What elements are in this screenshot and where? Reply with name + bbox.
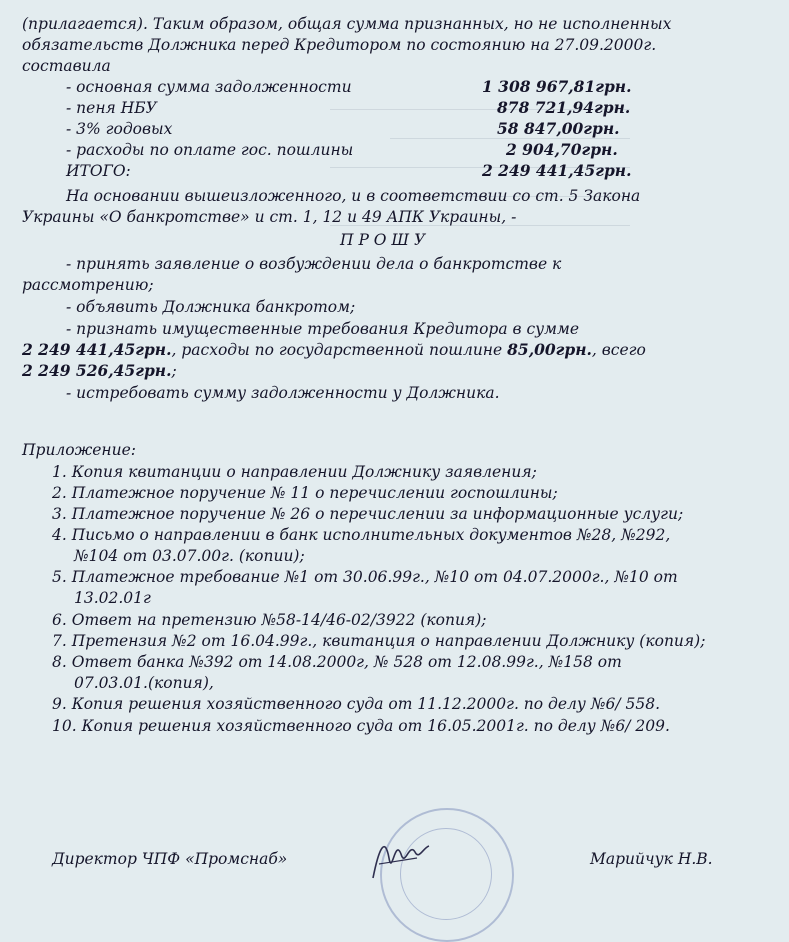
appendix-text: Платежное поручение № 11 о перечислении госпошлины; [71, 484, 558, 502]
appendix-title: Приложение: [22, 441, 137, 459]
request-3-end: , всего [591, 341, 646, 359]
appendix-text: Письмо о направлении в банк исполнительных документов №28, №292, [71, 526, 671, 544]
basis-line-2: Украины «О банкротстве» и ст. 1, 12 и 49 АПК Украины, - [22, 208, 517, 226]
appendix-item-9 [52, 694, 660, 714]
appendix-item-5 [52, 567, 678, 587]
appendix-text: Платежное поручение № 26 о перечислении за информационные услуги; [71, 505, 684, 523]
request-3-line-1: - признать имущественные требования Кредитора в сумме [66, 320, 579, 338]
appendix-num: 4. [52, 526, 67, 544]
appendix-num: 3. [52, 505, 67, 523]
sum-label-principal: - основная сумма задолженности [66, 78, 352, 96]
appendix-num: 1. [52, 463, 67, 481]
appendix-num: 5. [52, 568, 67, 586]
request-1-line-1: - принять заявление о возбуждении дела о банкротстве к [66, 255, 562, 273]
request-4: - истребовать сумму задолженности у Должника. [66, 384, 500, 402]
appendix-num: 10. [52, 717, 77, 735]
appendix-item-4-cont: №104 от 03.07.00г. (копии); [74, 547, 305, 565]
handwritten-signature [365, 828, 435, 888]
sum-value-fee: 2 904,70грн. [506, 140, 618, 159]
appendix-item-4 [52, 525, 670, 545]
sum-value-interest: 58 847,00грн. [497, 119, 620, 138]
appendix-item-5-cont: 13.02.01г [74, 589, 151, 607]
appendix-num: 9. [52, 695, 67, 713]
sum-value-total: 2 249 441,45грн. [482, 161, 632, 180]
request-3-fee: 85,00грн. [507, 340, 592, 359]
appendix-text: Платежное требование №1 от 30.06.99г., №10 от 04.07.2000г., №10 от [71, 568, 678, 586]
request-heading: П Р О Ш У [340, 231, 426, 249]
appendix-item-3 [52, 504, 683, 524]
appendix-text: Копия решения хозяйственного суда от 16.05.2001г. по делу №6/ 209. [81, 717, 670, 735]
appendix-num: 8. [52, 653, 67, 671]
basis-line-1: На основании вышеизложенного, и в соответствии со ст. 5 Закона [66, 187, 641, 205]
sum-label-fee: - расходы по оплате гос. пошлины [66, 141, 354, 159]
sum-label-interest: - 3% годовых [66, 120, 173, 138]
request-3-total: 2 249 526,45грн. [22, 361, 172, 380]
appendix-item-1 [52, 462, 537, 482]
signatory-title: Директор ЧПФ «Промснаб» [52, 850, 288, 868]
sum-label-penalty: - пеня НБУ [66, 99, 157, 117]
appendix-text: Копия квитанции о направлении Должнику заявления; [71, 463, 537, 481]
appendix-num: 2. [52, 484, 67, 502]
sum-value-principal: 1 308 967,81грн. [482, 77, 632, 96]
sum-value-penalty: 878 721,94грн. [497, 98, 631, 117]
request-3-middle: , расходы по государственной пошлине [171, 341, 508, 359]
appendix-text: Ответ на претензию №58-14/46-02/3922 (копия); [71, 611, 487, 629]
appendix-item-2 [52, 483, 558, 503]
appendix-num: 6. [52, 611, 67, 629]
request-3-amount: 2 249 441,45грн. [22, 340, 172, 359]
appendix-item-7 [52, 631, 705, 651]
appendix-num: 7. [52, 632, 67, 650]
appendix-item-6 [52, 610, 487, 630]
intro-line-2: обязательств Должника перед Кредитором по состоянию на 27.09.2000г. [22, 36, 657, 54]
request-3-line-2 [22, 340, 646, 360]
appendix-text: Копия решения хозяйственного суда от 11.12.2000г. по делу №6/ 558. [71, 695, 661, 713]
request-3-line-3 [22, 361, 177, 381]
request-3-total-end: ; [171, 362, 177, 380]
signatory-name: Марийчук Н.В. [590, 850, 713, 868]
request-1-line-2: рассмотрению; [22, 276, 154, 294]
appendix-item-8-cont: 07.03.01.(копия), [74, 674, 214, 692]
appendix-text: Ответ банка №392 от 14.08.2000г, № 528 от 12.08.99г., №158 от [71, 653, 622, 671]
request-2: - объявить Должника банкротом; [66, 298, 356, 316]
sum-label-total: ИТОГО: [66, 162, 131, 180]
appendix-item-10 [52, 716, 670, 736]
intro-line-1: (прилагается). Таким образом, общая сумма признанных, но не исполненных [22, 15, 672, 33]
appendix-text: Претензия №2 от 16.04.99г., квитанция о направлении Должнику (копия); [71, 632, 706, 650]
intro-line-3: составила [22, 57, 111, 75]
appendix-item-8 [52, 652, 622, 672]
